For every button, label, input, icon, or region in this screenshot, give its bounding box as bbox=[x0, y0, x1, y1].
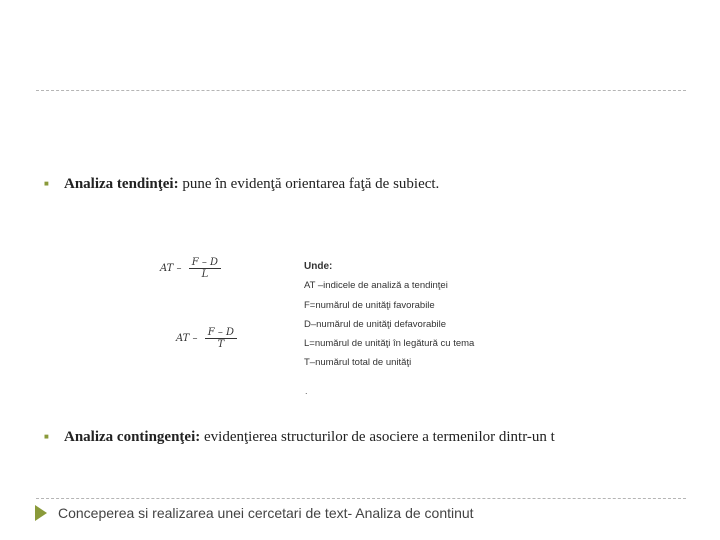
formula-denominator: T bbox=[217, 339, 225, 350]
legend-mark: . bbox=[305, 386, 308, 396]
bullet-text: evidenţierea structurilor de asociere a termenilor dintr-un t bbox=[200, 429, 555, 445]
formula-numerator: F – D bbox=[205, 327, 237, 339]
formula-2 bbox=[176, 327, 237, 350]
formula-lhs: AT – bbox=[176, 333, 198, 344]
legend-line: AT –indicele de analiză a tendinţei bbox=[304, 280, 448, 292]
bullet-icon: ■ bbox=[44, 432, 49, 442]
formula-lhs: AT – bbox=[160, 263, 182, 274]
bullet-lead: Analiza tendinţei: bbox=[64, 176, 179, 192]
formula-1 bbox=[160, 257, 221, 280]
formula-fraction bbox=[189, 257, 221, 280]
bullet-item-contingenta bbox=[44, 429, 555, 446]
bullet-text: pune în evidenţă orientarea faţă de subiect. bbox=[178, 176, 440, 192]
legend-line: D–numărul de unităţi defavorabile bbox=[304, 318, 447, 330]
formula-denominator: L bbox=[201, 269, 209, 280]
formula-fraction bbox=[205, 327, 237, 350]
bullet-icon: ■ bbox=[44, 179, 49, 189]
footer-title: Conceperea si realizarea unei cercetari de text- Analiza de continut bbox=[58, 505, 474, 521]
play-arrow-icon bbox=[35, 505, 47, 521]
footer-divider bbox=[36, 498, 686, 499]
formula-numerator: F – D bbox=[189, 257, 221, 269]
legend-heading: Unde: bbox=[304, 261, 333, 272]
bullet-lead: Analiza contingenţei: bbox=[64, 429, 201, 445]
bullet-item-tendinta bbox=[44, 176, 439, 193]
legend-line: T–numărul total de unităţi bbox=[304, 357, 412, 369]
legend-line: F=numărul de unităţi favorabile bbox=[304, 299, 435, 311]
top-divider bbox=[36, 90, 686, 91]
legend-line: L=numărul de unităţi în legătură cu tema bbox=[304, 338, 475, 350]
formula-legend bbox=[304, 257, 474, 373]
